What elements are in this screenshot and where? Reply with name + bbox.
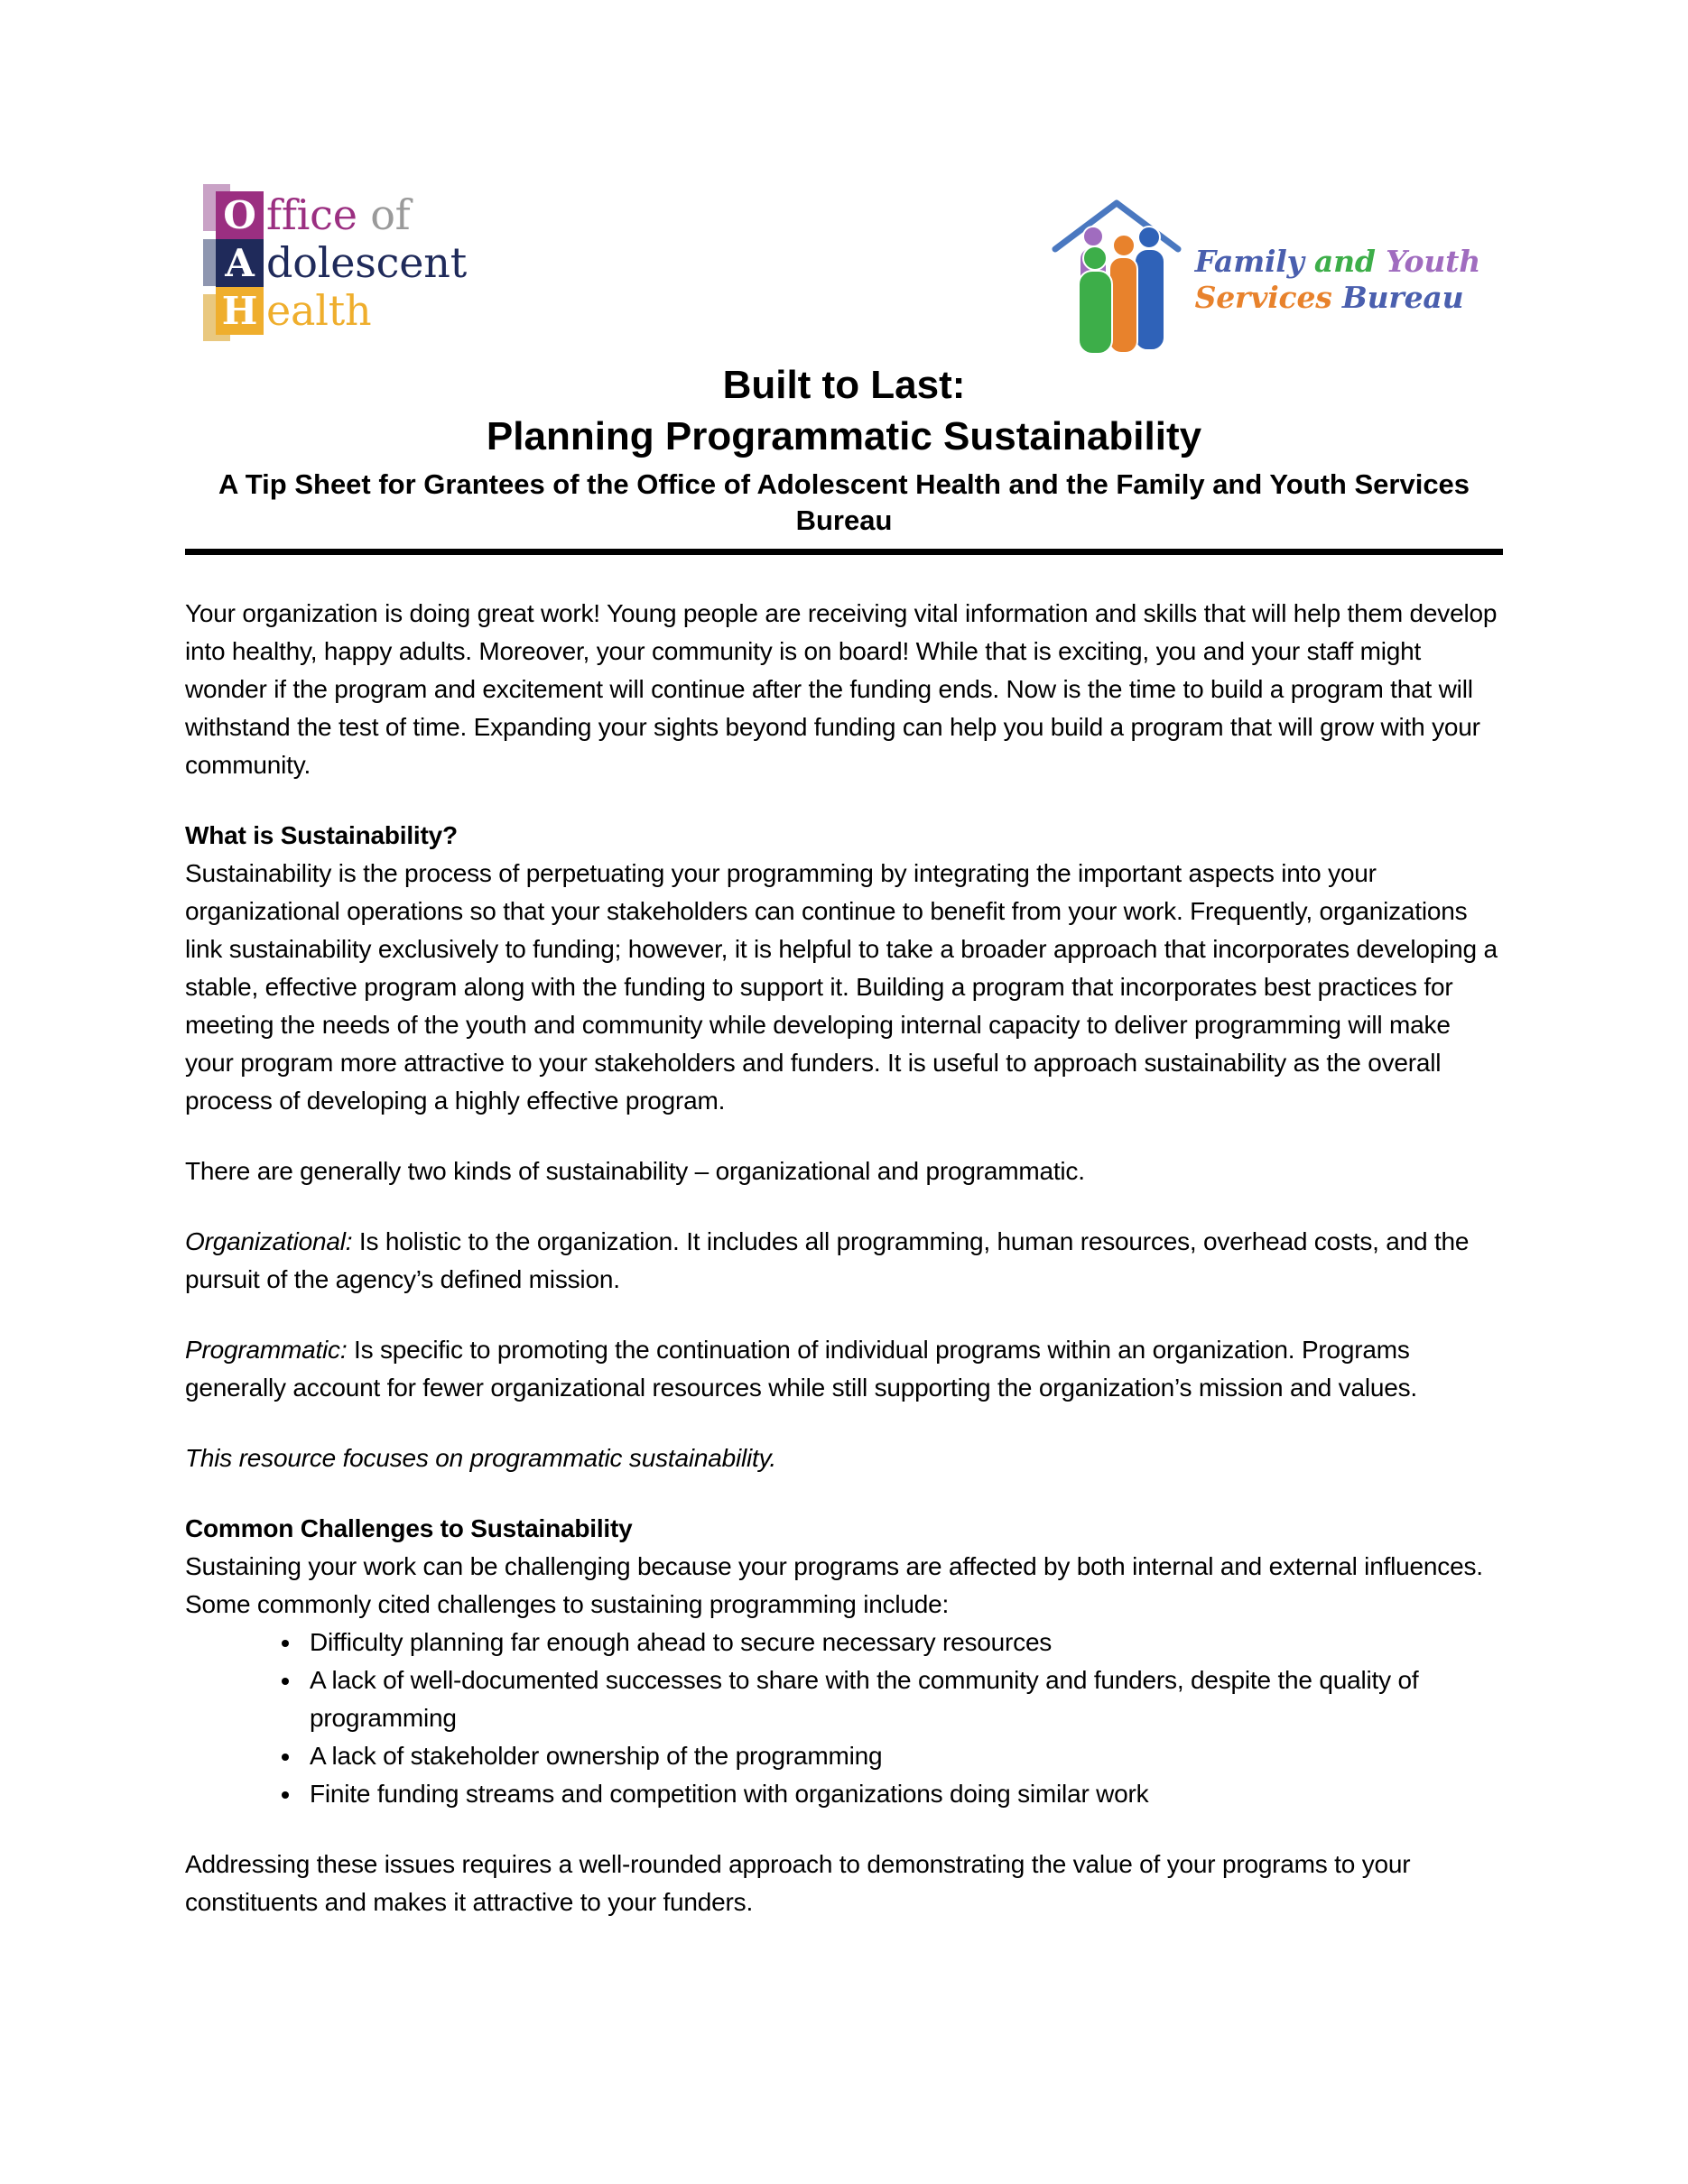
oah-word-of-text: of <box>370 190 411 239</box>
fysb-word-services: Services <box>1194 280 1332 315</box>
document-title-line2: Planning Programmatic Sustainability <box>486 414 1202 458</box>
programmatic-lead: Programmatic: <box>185 1336 348 1364</box>
oah-letter-h-box: H <box>216 287 264 335</box>
challenge-item: • A lack of well-documented successes to share with the community and funders, despite the quality of programming <box>302 1661 1503 1737</box>
oah-word-office <box>266 191 411 239</box>
challenge-item: • Difficulty planning far enough ahead to secure necessary resources <box>302 1624 1503 1661</box>
organizational-lead: Organizational: <box>185 1227 353 1255</box>
oah-letter-o-box: O <box>216 191 264 239</box>
fysb-line1 <box>1195 244 1480 280</box>
fysb-wordmark <box>1195 244 1480 316</box>
oah-logo-row-adolescent <box>203 239 467 287</box>
fysb-word-youth: Youth <box>1386 244 1480 279</box>
title-divider-rule <box>185 549 1503 555</box>
oah-word-office-text: ffice <box>266 190 357 239</box>
oah-word-health-text: ealth <box>266 286 372 335</box>
what-is-sustainability-paragraph: Sustainability is the process of perpetuating your programming by integrating the important aspects into your organizational operations so that your stakeholders can continue to benefit from your work. Frequently, organizations link sustainability exclusively to funding; however, it is helpful to take a broader approach that incorporates developing a stable, effective program along with the funding to support it. Building a program that incorporates best practices for meeting the needs of the youth and community while developing internal capacity to deliver programming will make your program more attractive to your stakeholders and funders. It is useful to approach sustainability as the overall process of developing a highly effective program. <box>185 859 1498 1115</box>
fysb-word-bureau: Bureau <box>1341 280 1464 315</box>
document-title-line1: Built to Last: <box>722 363 966 407</box>
oah-logo-row-office <box>203 191 467 239</box>
focus-note-paragraph: This resource focuses on programmatic sustainability. <box>185 1444 776 1472</box>
fysb-logo <box>1048 191 1480 358</box>
programmatic-body: Is specific to promoting the continuation of individual programs within an organization. Programs generally account for fewer organizational resources while still supporting the organization’s mission and values. <box>185 1336 1417 1402</box>
fysb-line2 <box>1195 280 1480 316</box>
what-is-sustainability-heading: What is Sustainability? <box>185 821 458 849</box>
programmatic-paragraph <box>185 1331 1503 1407</box>
challenge-item: • Finite funding streams and competition with organizations doing similar work <box>302 1775 1503 1813</box>
organizational-body: Is holistic to the organization. It includes all programming, human resources, overhead costs, and the pursuit of the agency’s defined mission. <box>185 1227 1470 1293</box>
oah-word-adolescent-text: dolescent <box>266 238 467 287</box>
oah-letter-a-box: A <box>216 239 264 287</box>
oah-logo <box>203 191 467 335</box>
challenge-item: • A lack of stakeholder ownership of the programming <box>302 1737 1503 1775</box>
title-block <box>185 359 1503 539</box>
closing-paragraph: Addressing these issues requires a well-rounded approach to demonstrating the value of your programs to your constituents and makes it attractive to your funders. <box>185 1850 1411 1916</box>
oah-logo-row-health <box>203 287 467 335</box>
fysb-family-under-roof-icon <box>1048 191 1188 358</box>
document-subtitle: A Tip Sheet for Grantees of the Office of Adolescent Health and the Family and Youth Services Bureau <box>218 468 1470 536</box>
fysb-word-family: Family <box>1194 244 1304 279</box>
challenges-list <box>185 1624 1503 1813</box>
header <box>185 191 1503 359</box>
organizational-paragraph <box>185 1223 1503 1299</box>
common-challenges-heading: Common Challenges to Sustainability <box>185 1514 633 1542</box>
intro-paragraph: Your organization is doing great work! Young people are receiving vital information and skills that will help them develop into healthy, happy adults. Moreover, your community is on board! While that is exciting, you and your staff might wonder if the program and excitement will continue after the funding ends. Now is the time to build a program that will withstand the test of time. Expanding your sights beyond funding can help you build a program that will grow with your community. <box>185 599 1498 779</box>
body-copy <box>185 595 1503 1921</box>
fysb-word-and: and <box>1313 244 1376 279</box>
common-challenges-intro: Sustaining your work can be challenging because your programs are affected by both internal and external influences. Some commonly cited challenges to sustaining programming include: <box>185 1552 1483 1618</box>
two-kinds-paragraph: There are generally two kinds of sustainability – organizational and programmatic. <box>185 1157 1085 1185</box>
